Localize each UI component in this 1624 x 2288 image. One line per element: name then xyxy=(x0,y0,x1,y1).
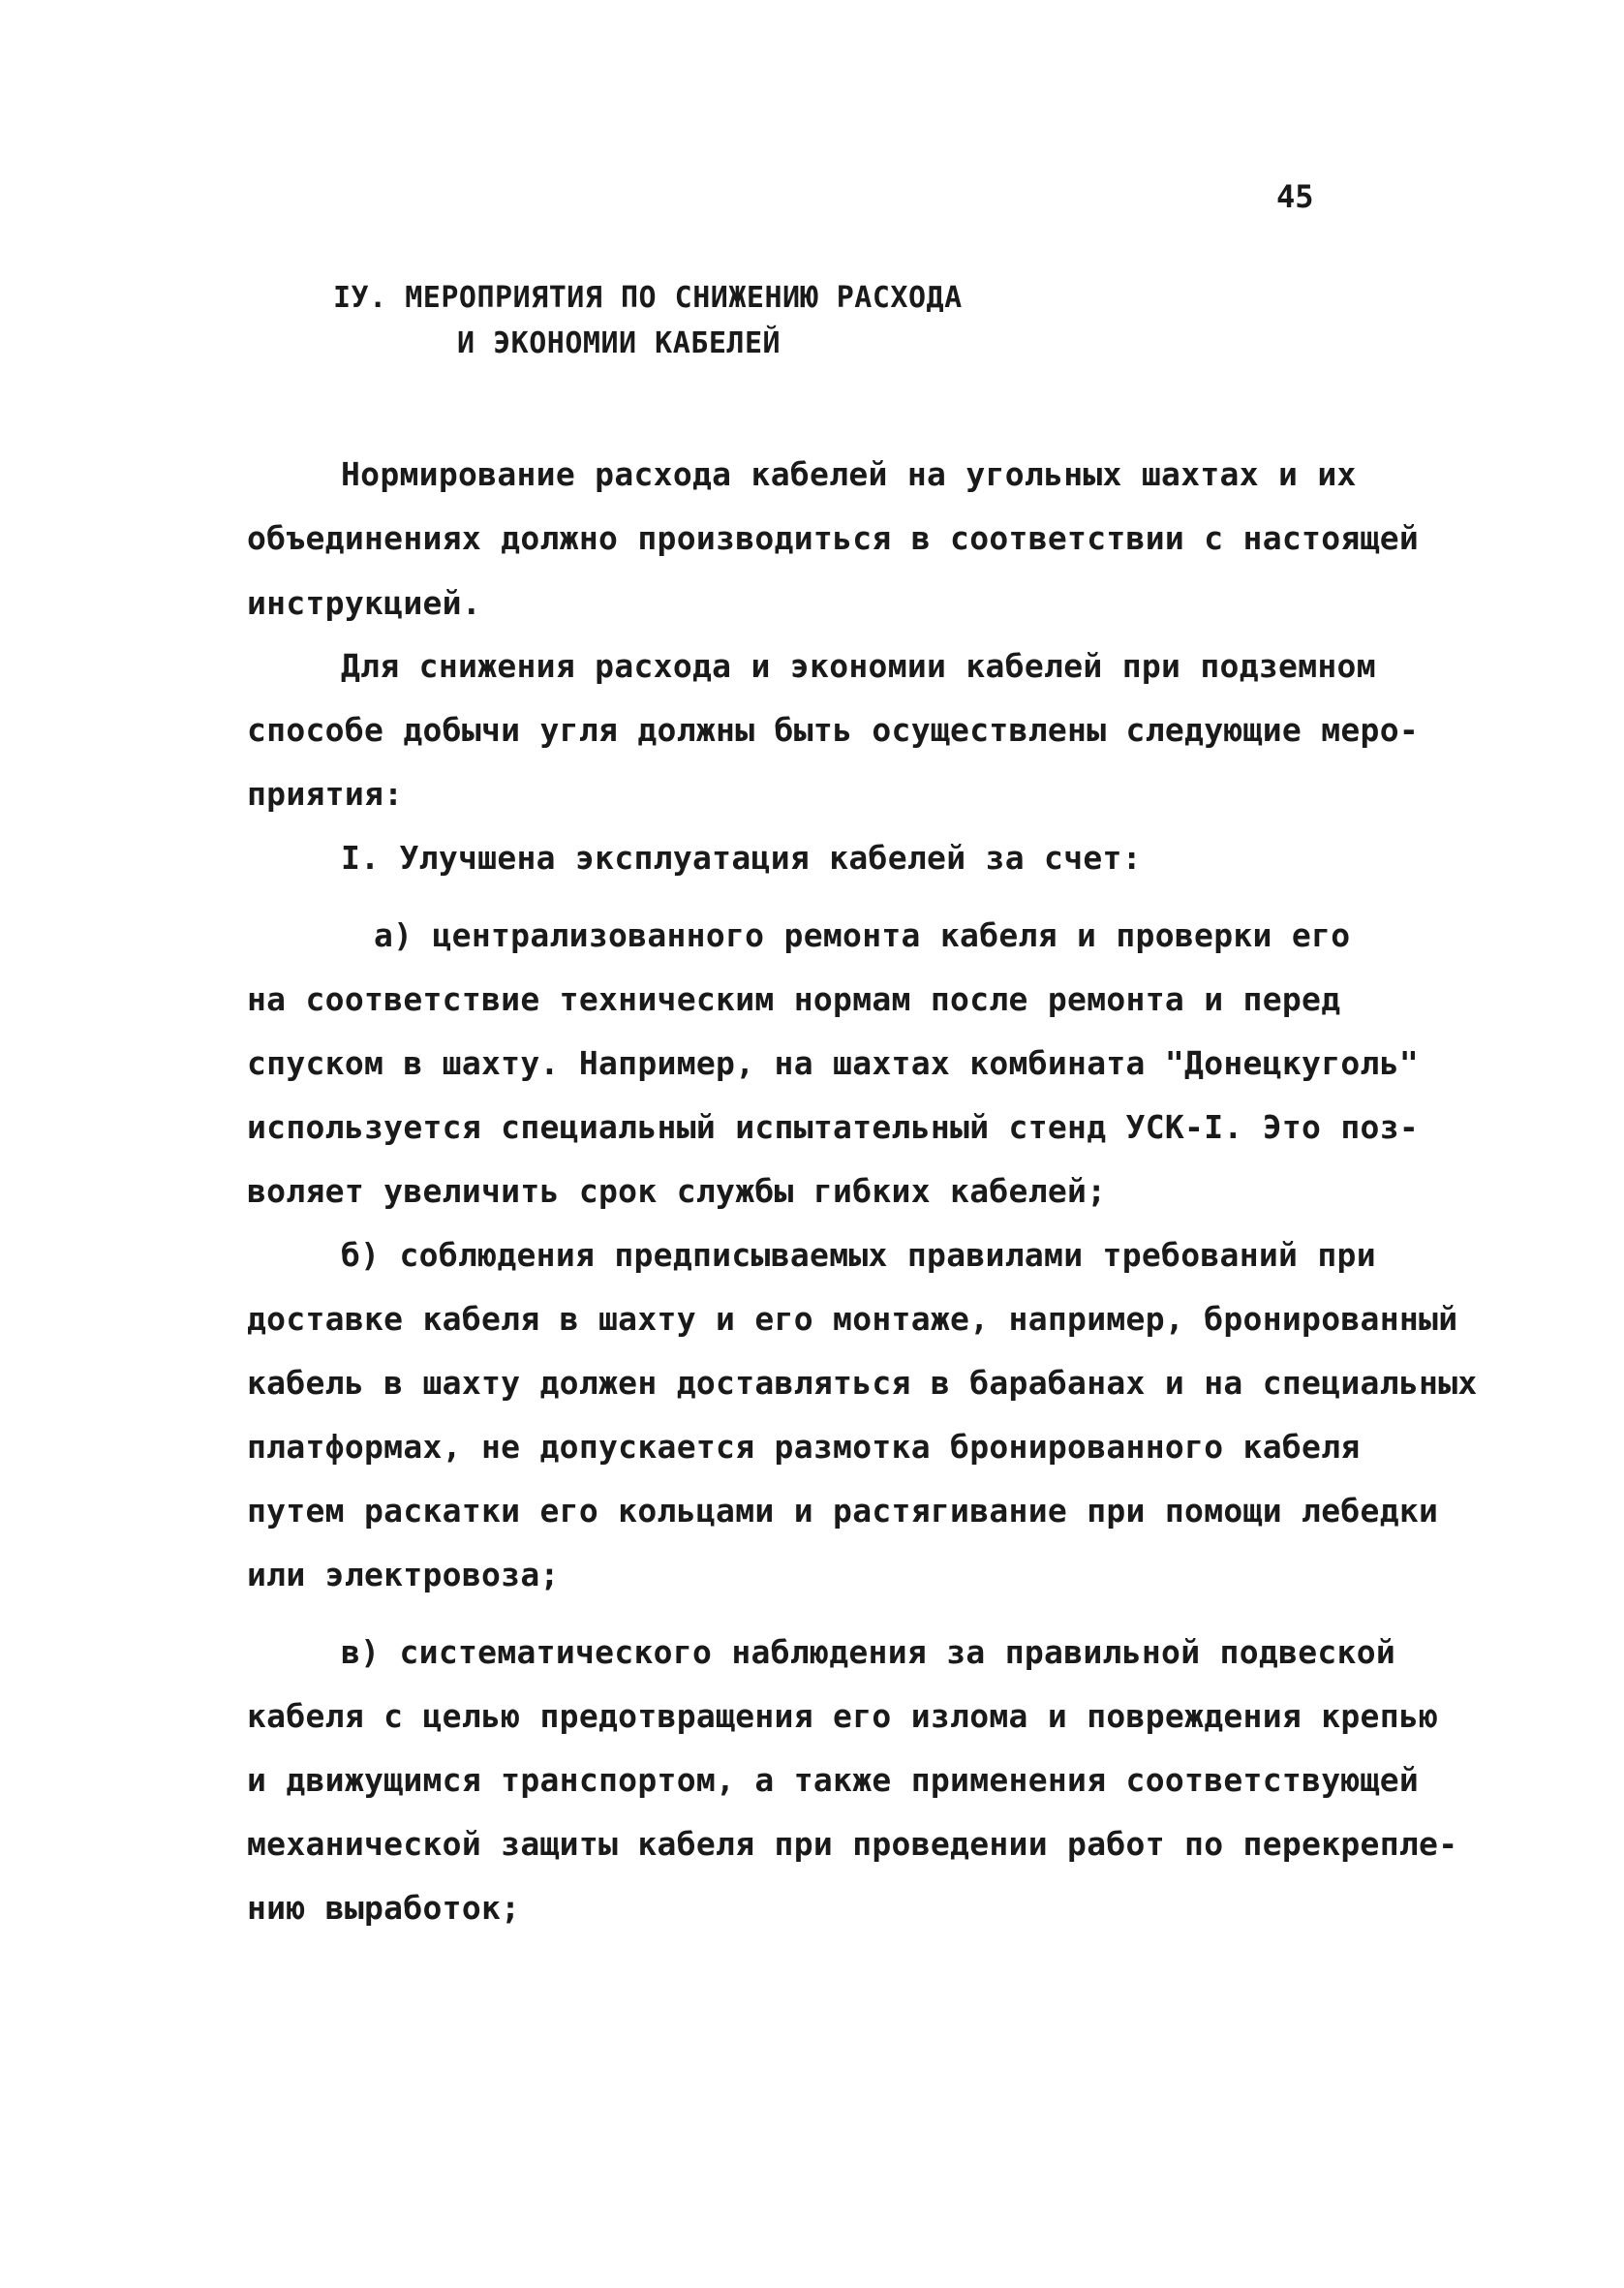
list-subitem-line: доставке кабеля в шахту и его монтаже, например, бронированный xyxy=(247,1300,1458,1338)
list-subitem-line: путем раскатки его кольцами и растягивание при помощи лебедки xyxy=(247,1492,1439,1530)
section-heading-line-1: IУ. МЕРОПРИЯТИЯ ПО СНИЖЕНИЮ РАСХОДА xyxy=(333,281,963,315)
list-subitem-line: воляет увеличить срок службы гибких кабелей; xyxy=(247,1172,1107,1210)
list-subitem-line: кабель в шахту должен доставляться в барабанах и на специальных xyxy=(247,1364,1478,1402)
list-subitem-line: спуском в шахту. Например, на шахтах комбината "Донецкуголь" xyxy=(247,1044,1420,1082)
list-item-title: I. Улучшена эксплуатация кабелей за счет: xyxy=(341,839,1142,877)
paragraph-line: приятия: xyxy=(247,775,404,813)
paragraph-line: Нормирование расхода кабелей на угольных шахтах и их xyxy=(341,455,1357,493)
list-subitem-line: на соответствие техническим нормам после ремонта и перед xyxy=(247,980,1341,1018)
list-subitem-line: в) систематического наблюдения за правильной подвеской xyxy=(341,1633,1396,1671)
list-subitem-line: кабеля с целью предотвращения его излома и повреждения крепью xyxy=(247,1697,1439,1735)
list-subitem-line: а) централизованного ремонта кабеля и проверки его xyxy=(374,916,1351,954)
paragraph-line: способе добычи угля должны быть осуществлены следующие меро- xyxy=(247,711,1420,749)
list-subitem-line: или электровоза; xyxy=(247,1556,560,1593)
list-subitem-line: используется специальный испытательный стенд УСК-I. Это поз- xyxy=(247,1108,1420,1146)
page-number: 45 xyxy=(1276,178,1314,215)
list-subitem-line: нию выработок; xyxy=(247,1889,521,1927)
paragraph-line: Для снижения расхода и экономии кабелей при подземном xyxy=(341,647,1376,685)
list-subitem-line: б) соблюдения предписываемых правилами требований при xyxy=(341,1236,1376,1274)
list-subitem-line: механической защиты кабеля при проведении работ по перекрепле- xyxy=(247,1825,1458,1863)
section-heading-line-2: И ЭКОНОМИИ КАБЕЛЕЙ xyxy=(457,326,781,360)
list-subitem-line: платформах, не допускается размотка бронированного кабеля xyxy=(247,1428,1361,1466)
paragraph-line: инструкцией. xyxy=(247,584,482,622)
paragraph-line: объединениях должно производиться в соответствии с настоящей xyxy=(247,519,1420,557)
list-subitem-line: и движущимся транспортом, а также применения соответствующей xyxy=(247,1761,1420,1799)
